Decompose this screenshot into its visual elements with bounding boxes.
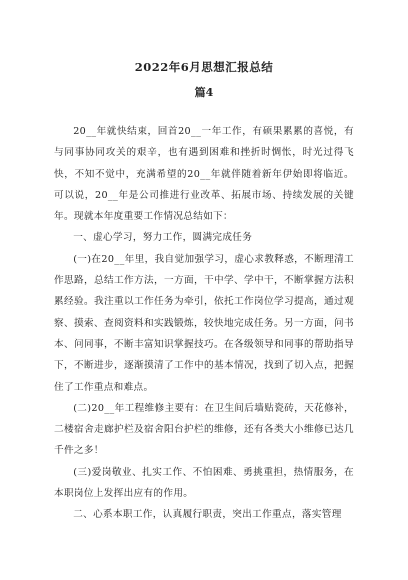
paragraph-maintenance: (二)20__年工程维修主要有：在卫生间后墙贴瓷砖，天花修补，二楼宿舍走廊护栏及宿舍阳台护栏的维修，还有各类大小维修已达几千件之多！ — [54, 402, 354, 457]
document-subtitle: 篇4 — [194, 86, 214, 99]
paragraph-dedication: (三)爱岗敬业、扎实工作、不怕困难、勇挑重担，热情服务，在本职岗位上发挥出应有的作用。 — [54, 466, 354, 500]
paragraph-learning: (一)在20__年里，我自觉加强学习，虚心求教释惑，不断理清工作思路，总结工作方法，一方面，干中学、学中干，不断掌握方法积累经验。我注重以工作任务为牵引，依托工作岗位学习提高，通过观察、摸索、查阅资料和实践锻炼，较快地完成任务。另一方面，问书本、问同事，不断丰富知识掌握技巧。在各级领导和同事的帮助指导下，不断进步，逐渐摸清了工作中的基本情况，找到了切入点，把握住了工作重点和难点。 — [54, 253, 354, 393]
section-heading-1: 一、虚心学习，努力工作，圆满完成任务 — [73, 232, 253, 244]
document-title: 2022年6月思想汇报总结 — [134, 60, 274, 74]
document-body — [54, 121, 354, 526]
paragraph-intro: 20__年就快结束，回首20__一年工作，有硕果累累的喜悦，有与同事协同攻关的艰辛，也有遇到困难和挫折时惆怅，时光过得飞快，不知不觉中，充满希望的20__年就伴随着新年伊始即将临近。可以说，20__年是公司推进行业改革、拓展市场、持续发展的关键年。现就本年度重要工作情况总结如下： — [54, 126, 354, 223]
section-heading-2: 二、心系本职工作，认真履行职责，突出工作重点，落实管理 — [73, 509, 342, 521]
